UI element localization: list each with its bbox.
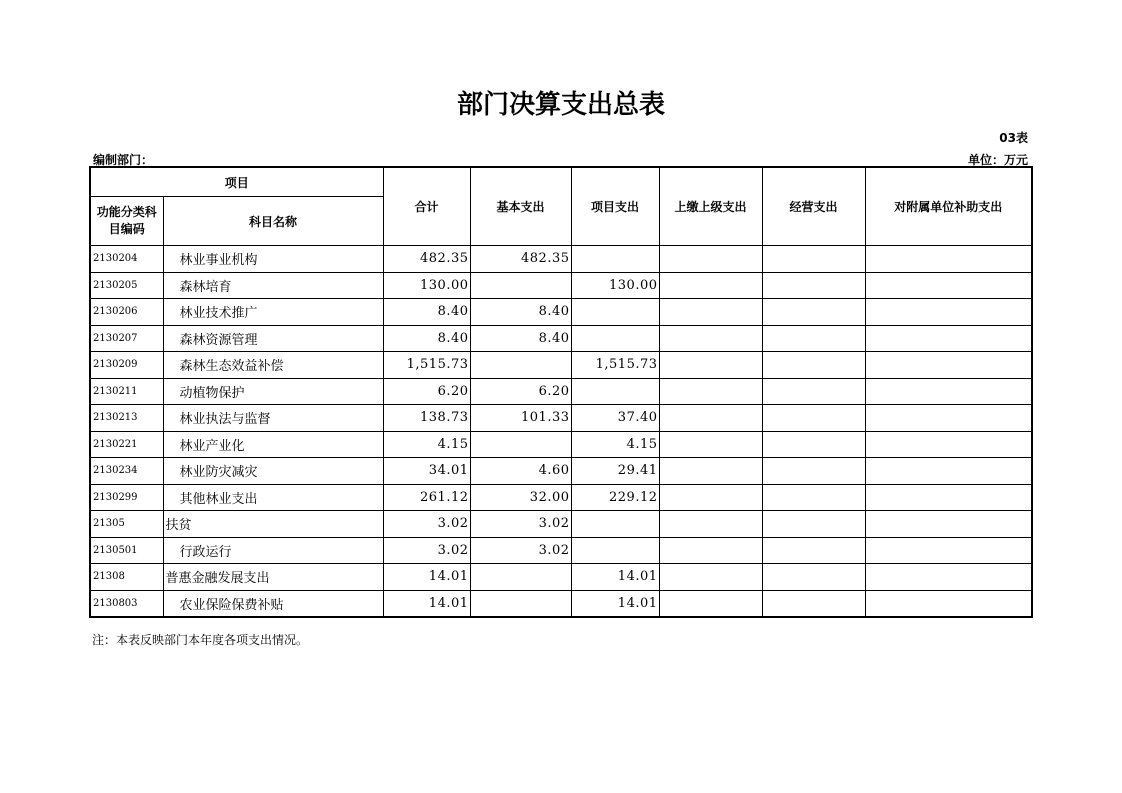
cell-code: 21305	[90, 511, 163, 538]
cell-code: 2130213	[90, 405, 163, 432]
cell-operating	[762, 484, 865, 511]
cell-total: 130.00	[383, 272, 470, 299]
table-row	[90, 272, 1032, 299]
header-operating: 经营支出	[762, 167, 865, 246]
cell-basic	[470, 431, 571, 458]
cell-upper	[659, 352, 762, 379]
cell-basic: 8.40	[470, 325, 571, 352]
cell-total: 482.35	[383, 246, 470, 273]
cell-name: 扶贫	[163, 511, 383, 538]
cell-name: 农业保险保费补贴	[163, 590, 383, 617]
cell-name: 林业产业化	[163, 431, 383, 458]
cell-subsidy	[865, 246, 1032, 273]
cell-project: 229.12	[571, 484, 659, 511]
table-row	[90, 246, 1032, 273]
cell-operating	[762, 511, 865, 538]
footnote: 注：本表反映部门本年度各项支出情况。	[92, 633, 309, 647]
cell-code: 2130204	[90, 246, 163, 273]
cell-name: 林业技术推广	[163, 299, 383, 326]
cell-code: 2130501	[90, 537, 163, 564]
table-row	[90, 511, 1032, 538]
cell-name: 行政运行	[163, 537, 383, 564]
cell-total: 14.01	[383, 564, 470, 591]
cell-code: 2130299	[90, 484, 163, 511]
cell-upper	[659, 378, 762, 405]
cell-total: 261.12	[383, 484, 470, 511]
cell-upper	[659, 431, 762, 458]
cell-subsidy	[865, 405, 1032, 432]
cell-subsidy	[865, 431, 1032, 458]
cell-operating	[762, 299, 865, 326]
cell-subsidy	[865, 378, 1032, 405]
cell-upper	[659, 458, 762, 485]
cell-name: 动植物保护	[163, 378, 383, 405]
cell-project: 14.01	[571, 564, 659, 591]
cell-subsidy	[865, 458, 1032, 485]
header-name: 科目名称	[163, 197, 383, 246]
cell-basic: 4.60	[470, 458, 571, 485]
cell-operating	[762, 378, 865, 405]
cell-name: 普惠金融发展支出	[163, 564, 383, 591]
cell-basic	[470, 564, 571, 591]
page-title: 部门决算支出总表	[456, 90, 665, 120]
cell-basic: 3.02	[470, 537, 571, 564]
cell-upper	[659, 272, 762, 299]
table-row	[90, 537, 1032, 564]
cell-upper	[659, 405, 762, 432]
cell-basic: 32.00	[470, 484, 571, 511]
unit-label: 单位：万元	[967, 153, 1028, 167]
cell-operating	[762, 431, 865, 458]
table-row	[90, 431, 1032, 458]
cell-name: 森林生态效益补偿	[163, 352, 383, 379]
table-row	[90, 378, 1032, 405]
cell-subsidy	[865, 272, 1032, 299]
header-code: 功能分类科目编码	[90, 197, 163, 246]
header-basic: 基本支出	[470, 167, 571, 246]
cell-total: 3.02	[383, 511, 470, 538]
cell-upper	[659, 325, 762, 352]
cell-project	[571, 511, 659, 538]
cell-project: 4.15	[571, 431, 659, 458]
cell-code: 2130209	[90, 352, 163, 379]
cell-upper	[659, 299, 762, 326]
header-total: 合计	[383, 167, 470, 246]
cell-total: 8.40	[383, 325, 470, 352]
cell-project	[571, 246, 659, 273]
cell-project: 130.00	[571, 272, 659, 299]
cell-project	[571, 299, 659, 326]
cell-project	[571, 537, 659, 564]
table-number: 03表	[999, 131, 1028, 145]
table-row	[90, 564, 1032, 591]
cell-basic	[470, 352, 571, 379]
cell-total: 1,515.73	[383, 352, 470, 379]
cell-name: 森林培育	[163, 272, 383, 299]
header-upper: 上缴上级支出	[659, 167, 762, 246]
cell-basic: 8.40	[470, 299, 571, 326]
cell-total: 4.15	[383, 431, 470, 458]
cell-operating	[762, 352, 865, 379]
cell-total: 6.20	[383, 378, 470, 405]
table-row	[90, 352, 1032, 379]
table-row	[90, 299, 1032, 326]
cell-upper	[659, 537, 762, 564]
cell-operating	[762, 405, 865, 432]
table-row	[90, 590, 1032, 617]
table-row	[90, 484, 1032, 511]
table-row	[90, 458, 1032, 485]
department-label: 编制部门：	[93, 153, 154, 167]
cell-operating	[762, 325, 865, 352]
cell-basic	[470, 272, 571, 299]
cell-upper	[659, 484, 762, 511]
cell-code: 21308	[90, 564, 163, 591]
cell-name: 林业执法与监督	[163, 405, 383, 432]
cell-project: 37.40	[571, 405, 659, 432]
cell-basic: 101.33	[470, 405, 571, 432]
header-subsidy: 对附属单位补助支出	[865, 167, 1032, 246]
cell-operating	[762, 590, 865, 617]
cell-name: 林业防灾减灾	[163, 458, 383, 485]
cell-upper	[659, 590, 762, 617]
cell-project: 1,515.73	[571, 352, 659, 379]
cell-upper	[659, 564, 762, 591]
cell-operating	[762, 564, 865, 591]
cell-subsidy	[865, 564, 1032, 591]
cell-subsidy	[865, 590, 1032, 617]
cell-project	[571, 378, 659, 405]
cell-operating	[762, 246, 865, 273]
cell-operating	[762, 458, 865, 485]
cell-subsidy	[865, 511, 1032, 538]
cell-total: 138.73	[383, 405, 470, 432]
cell-project: 29.41	[571, 458, 659, 485]
cell-basic	[470, 590, 571, 617]
cell-operating	[762, 272, 865, 299]
cell-project: 14.01	[571, 590, 659, 617]
cell-operating	[762, 537, 865, 564]
table-row	[90, 325, 1032, 352]
cell-total: 14.01	[383, 590, 470, 617]
cell-subsidy	[865, 352, 1032, 379]
cell-basic: 6.20	[470, 378, 571, 405]
cell-total: 8.40	[383, 299, 470, 326]
cell-code: 2130221	[90, 431, 163, 458]
cell-project	[571, 325, 659, 352]
cell-total: 3.02	[383, 537, 470, 564]
cell-code: 2130803	[90, 590, 163, 617]
cell-subsidy	[865, 537, 1032, 564]
expenditure-table	[89, 166, 1033, 618]
cell-code: 2130206	[90, 299, 163, 326]
cell-name: 林业事业机构	[163, 246, 383, 273]
cell-subsidy	[865, 299, 1032, 326]
table-row	[90, 405, 1032, 432]
cell-subsidy	[865, 484, 1032, 511]
cell-total: 34.01	[383, 458, 470, 485]
header-item: 项目	[90, 167, 383, 197]
cell-code: 2130234	[90, 458, 163, 485]
header-project: 项目支出	[571, 167, 659, 246]
cell-code: 2130211	[90, 378, 163, 405]
cell-basic: 482.35	[470, 246, 571, 273]
cell-code: 2130205	[90, 272, 163, 299]
cell-name: 其他林业支出	[163, 484, 383, 511]
cell-code: 2130207	[90, 325, 163, 352]
cell-basic: 3.02	[470, 511, 571, 538]
cell-name: 森林资源管理	[163, 325, 383, 352]
cell-subsidy	[865, 325, 1032, 352]
cell-upper	[659, 246, 762, 273]
cell-upper	[659, 511, 762, 538]
